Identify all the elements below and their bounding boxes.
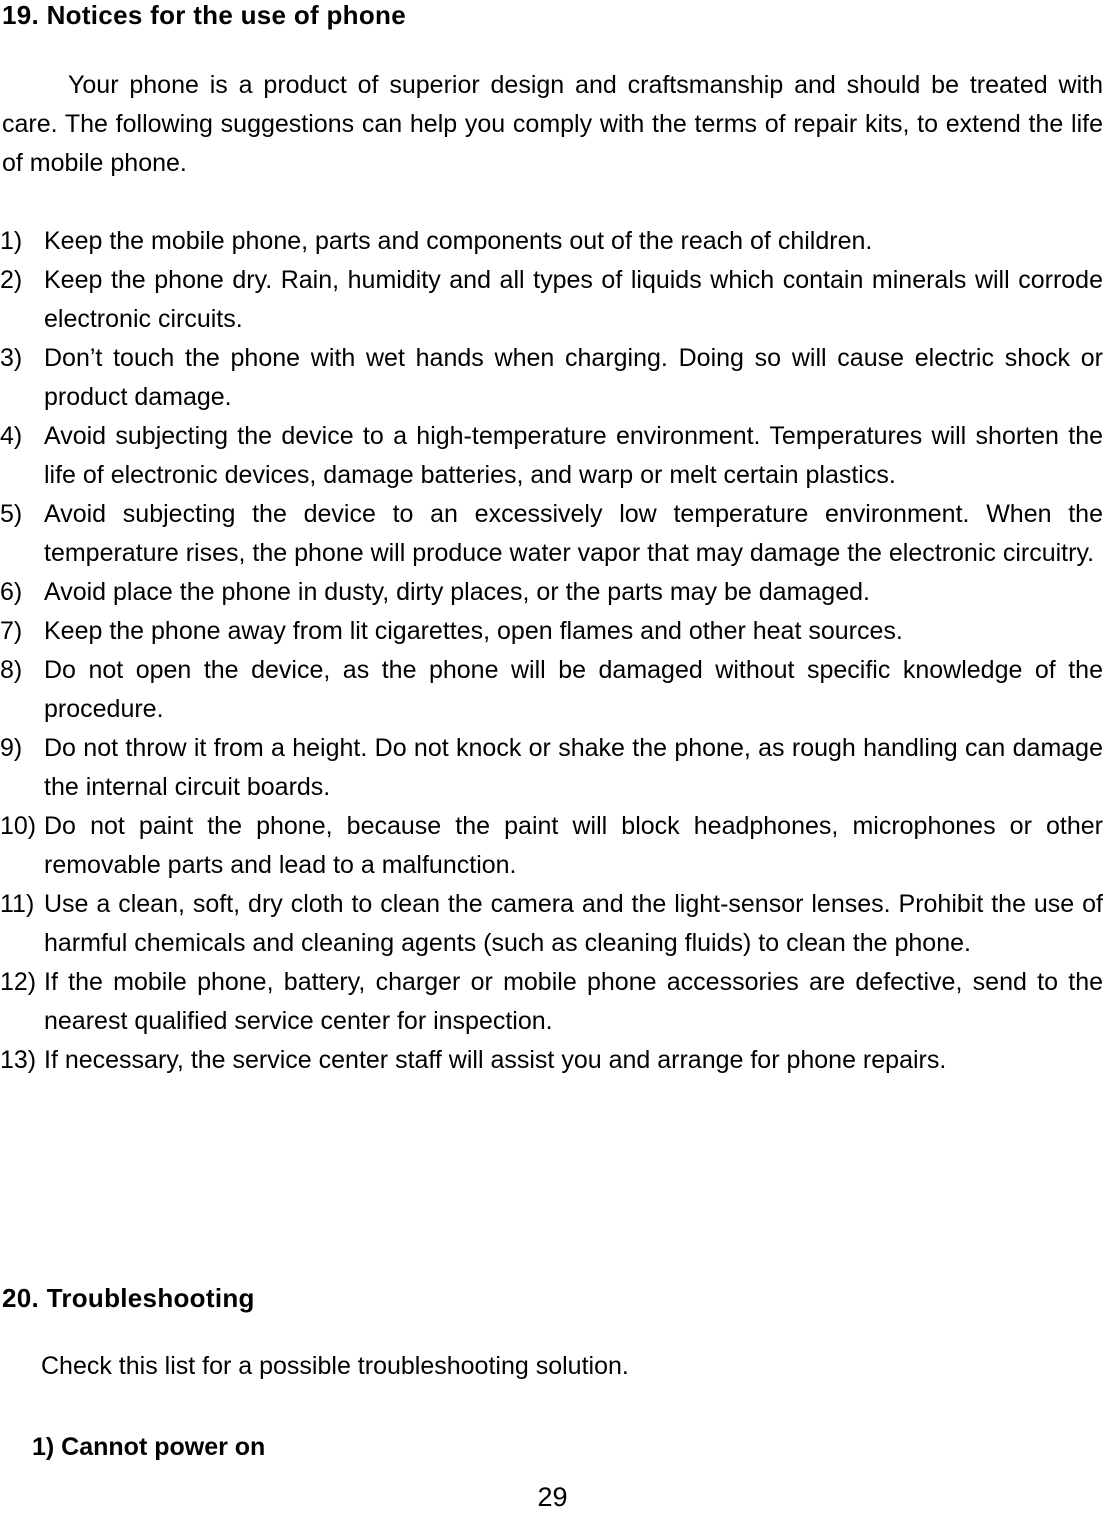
list-item-number: 3) (0, 344, 23, 372)
list-item-text: Keep the phone away from lit cigarettes, open flames and other heat sources. (44, 617, 903, 645)
section-20-intro: Check this list for a possible troubleshooting solution. (41, 1352, 629, 1380)
list-item (0, 495, 1103, 573)
list-item-number: 11) (0, 890, 35, 918)
list-item-number: 9) (0, 734, 23, 762)
list-item-text: Do not open the device, as the phone will be damaged without specific knowledge of the procedure. (44, 656, 1103, 723)
section-19-title: 19. Notices for the use of phone (2, 0, 406, 30)
list-item (0, 612, 1103, 651)
list-item (0, 729, 1103, 807)
subsection-cannot-power-on: 1) Cannot power on (32, 1433, 266, 1461)
list-item-number: 2) (0, 266, 23, 294)
list-item (0, 222, 1103, 261)
list-item-text: Keep the phone dry. Rain, humidity and all types of liquids which contain minerals will corrode electronic circuits. (44, 266, 1103, 333)
notices-list (0, 222, 1103, 1080)
list-item-text: Keep the mobile phone, parts and components out of the reach of children. (44, 227, 873, 255)
list-item (0, 1041, 1103, 1080)
section-19-intro (2, 66, 1103, 183)
list-item-number: 6) (0, 578, 23, 606)
list-item-number: 4) (0, 422, 23, 450)
list-item-number: 5) (0, 500, 23, 528)
section-20-title: 20. Troubleshooting (2, 1283, 255, 1313)
list-item-text: Avoid subjecting the device to a high-temperature environment. Temperatures will shorten the life of electronic devices, damage batteries, and warp or melt certain plastics. (44, 422, 1103, 489)
list-item-number: 13) (0, 1046, 37, 1074)
list-item (0, 573, 1103, 612)
list-item-number: 12) (0, 968, 37, 996)
list-item-text: If the mobile phone, battery, charger or mobile phone accessories are defective, send to the nearest qualified service center for inspection. (44, 968, 1103, 1035)
list-item-text: Do not paint the phone, because the paint will block headphones, microphones or other removable parts and lead to a malfunction. (44, 812, 1103, 879)
list-item-text: Don’t touch the phone with wet hands when charging. Doing so will cause electric shock or product damage. (44, 344, 1103, 411)
list-item-number: 7) (0, 617, 23, 645)
list-item-text: Avoid place the phone in dusty, dirty places, or the parts may be damaged. (44, 578, 870, 606)
list-item-number: 10) (0, 812, 37, 840)
list-item (0, 885, 1103, 963)
list-item (0, 807, 1103, 885)
list-item (0, 339, 1103, 417)
list-item (0, 417, 1103, 495)
list-item-text: If necessary, the service center staff will assist you and arrange for phone repairs. (44, 1046, 947, 1074)
section-19-intro-text: Your phone is a product of superior design and craftsmanship and should be treated with care. The following suggestions can help you comply with the terms of repair kits, to extend the life of mobile phone. (2, 71, 1103, 177)
list-item-text: Use a clean, soft, dry cloth to clean the camera and the light-sensor lenses. Prohibit the use of harmful chemicals and cleaning agents (such as cleaning fluids) to clean the phone. (44, 890, 1103, 957)
list-item (0, 261, 1103, 339)
list-item-text: Avoid subjecting the device to an excessively low temperature environment. When the temperature rises, the phone will produce water vapor that may damage the electronic circuitry. (44, 500, 1103, 567)
list-item-number: 8) (0, 656, 23, 684)
list-item-text: Do not throw it from a height. Do not knock or shake the phone, as rough handling can damage the internal circuit boards. (44, 734, 1103, 801)
page-number: 29 (537, 1482, 568, 1512)
list-item (0, 651, 1103, 729)
list-item-number: 1) (0, 227, 23, 255)
list-item (0, 963, 1103, 1041)
